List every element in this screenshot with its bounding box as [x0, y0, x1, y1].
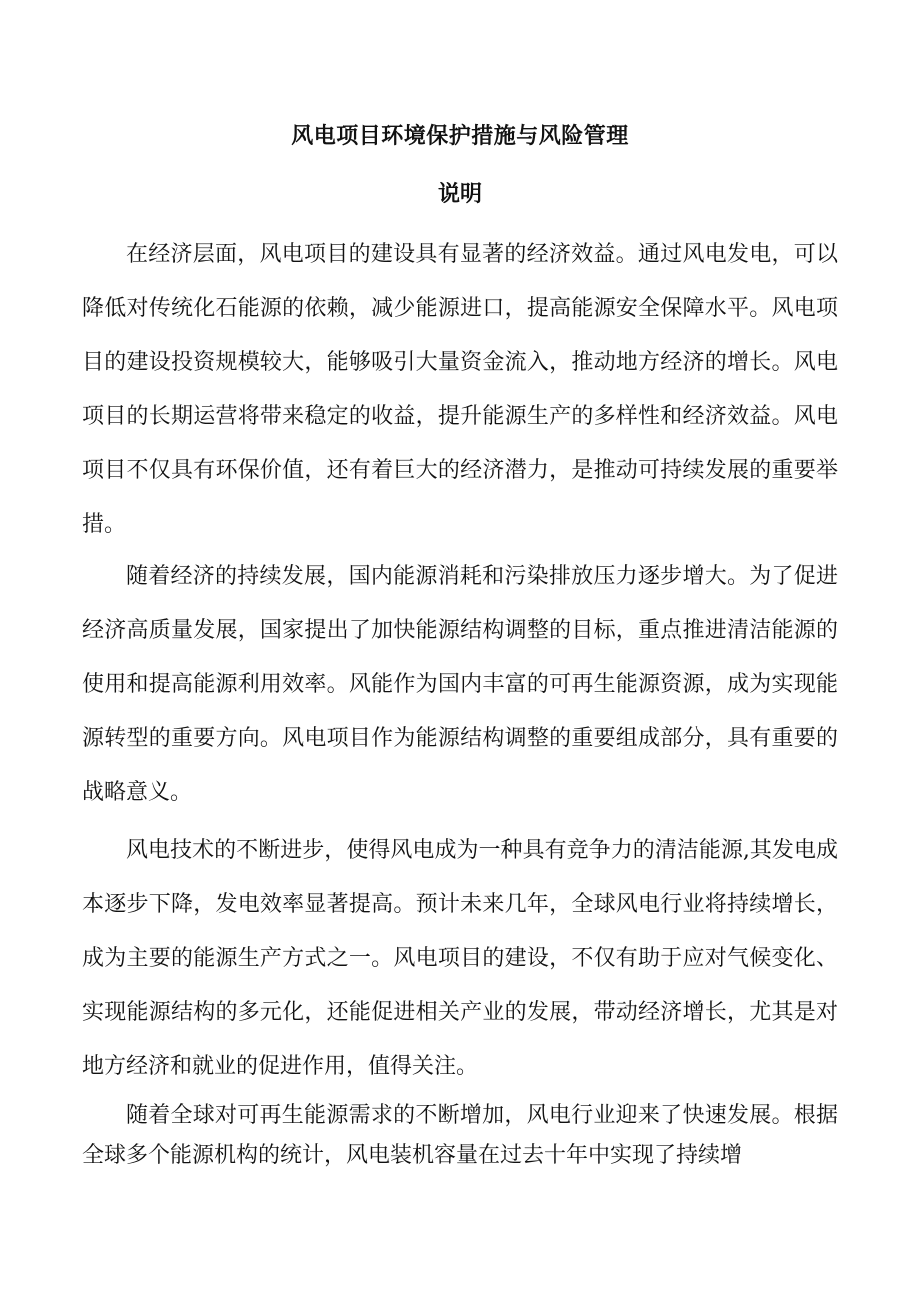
document-title: 风电项目环境保护措施与风险管理 — [291, 123, 629, 149]
paragraph: 风电技术的不断进步，使得风电成为一种具有竞争力的清洁能源,其发电成本逐步下降，发电效率显著提高。预计未来几年，全球风电行业将持续增长，成为主要的能源生产方式之一。风电项目的建设，不仅有助于应对气候变化、实现能源结构的多元化，还能促进相关产业的发展，带动经济增长，尤其是对地方经济和就业的促进作用，值得关注。 — [82, 838, 838, 1079]
paragraph: 随着全球对可再生能源需求的不断增加，风电行业迎来了快速发展。根据全球多个能源机构的统计，风电装机容量在过去十年中实现了持续增 — [82, 1103, 838, 1168]
paragraph: 在经济层面，风电项目的建设具有显著的经济效益。通过风电发电，可以降低对传统化石能源的依赖，减少能源进口，提高能源安全保障水平。风电项目的建设投资规模较大，能够吸引大量资金流入，推动地方经济的增长。风电项目的长期运营将带来稳定的收益，提升能源生产的多样性和经济效益。风电项目不仅具有环保价值，还有着巨大的经济潜力，是推动可持续发展的重要举措。 — [82, 242, 838, 537]
section-heading: 说明 — [437, 181, 482, 207]
paragraph: 随着经济的持续发展，国内能源消耗和污染排放压力逐步增大。为了促进经济高质量发展，国家提出了加快能源结构调整的目标，重点推进清洁能源的使用和提高能源利用效率。风能作为国内丰富的可再生能源资源，成为实现能源转型的重要方向。风电项目作为能源结构调整的重要组成部分，具有重要的战略意义。 — [82, 564, 838, 805]
